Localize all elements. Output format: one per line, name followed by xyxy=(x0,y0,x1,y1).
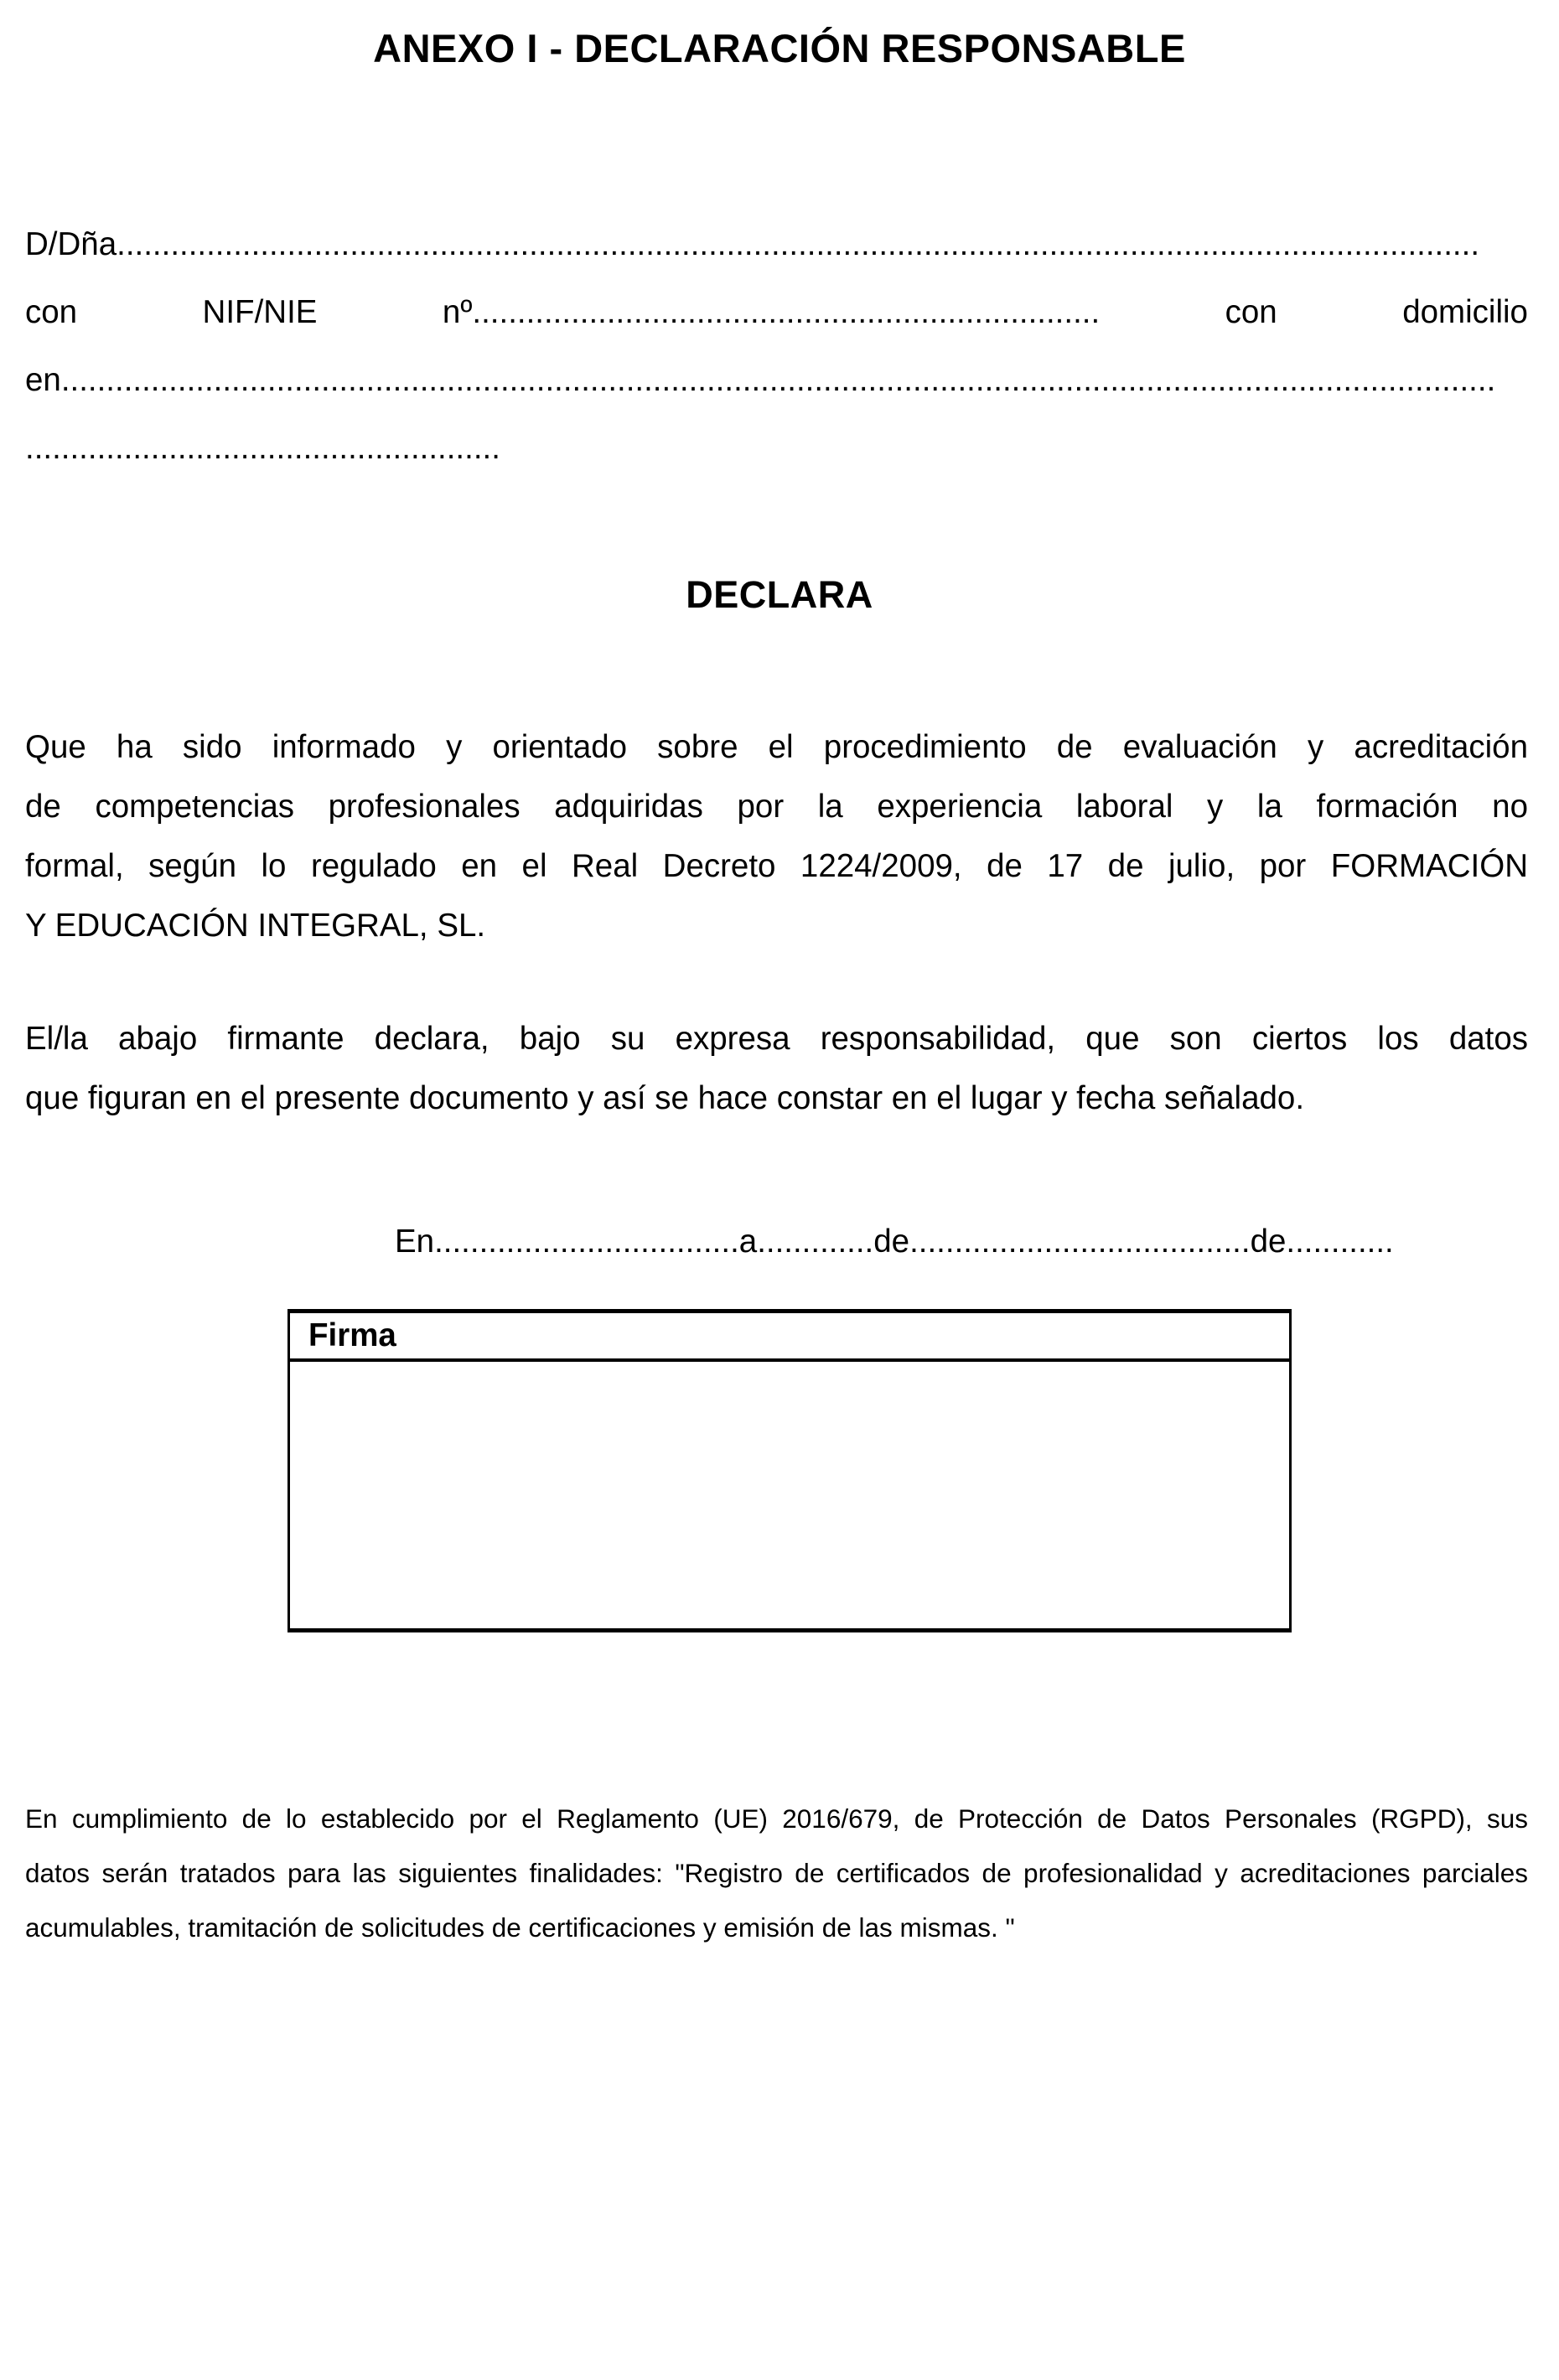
document-title: ANEXO I - DECLARACIÓN RESPONSABLE xyxy=(373,26,1186,70)
address-line xyxy=(25,346,1528,414)
signature-area xyxy=(290,1362,1289,1630)
nif-word-con-2: con xyxy=(1225,294,1277,330)
date-year-dots: ............ xyxy=(1286,1224,1394,1260)
nif-number-prefix: nº xyxy=(442,294,473,330)
declara-heading: DECLARA xyxy=(686,573,873,616)
address-fill-dots-2: ..................................................... xyxy=(25,430,500,466)
nif-line xyxy=(25,278,1528,346)
name-line xyxy=(25,210,1528,278)
date-month-dots: ...................................... xyxy=(909,1224,1251,1260)
date-de-label-2: de xyxy=(1250,1224,1287,1260)
privacy-notice xyxy=(25,1792,1528,1955)
address-label: en xyxy=(25,362,61,398)
privacy-line: En cumplimiento de lo establecido por el Reglamento (UE) 2016/679, de Protección de Datos Personales (RGPD), sus xyxy=(25,1803,1528,1834)
nif-word-con-1: con xyxy=(25,294,78,330)
paragraph-line: Que ha sido informado y orientado sobre el procedimiento de evaluación y acreditación xyxy=(25,729,1528,765)
declaration-paragraph-2 xyxy=(25,1009,1528,1128)
paragraph-line: El/la abajo firmante declara, bajo su expresa responsabilidad, que son ciertos los datos xyxy=(25,1021,1528,1057)
privacy-line: acumulables, tramitación de solicitudes de certificaciones y emisión de las mismas. " xyxy=(25,1912,1015,1943)
paragraph-line: de competencias profesionales adquiridas por la experiencia laboral y la formación no xyxy=(25,789,1528,825)
address-fill-dots: ................................................................................................................................................................ xyxy=(60,362,1496,398)
date-a-label: a xyxy=(738,1224,758,1260)
privacy-line: datos serán tratados para las siguientes finalidades: "Registro de certificados de profesionalidad y acreditaciones parciales xyxy=(25,1858,1528,1888)
paragraph-line: que figuran en el presente documento y así se hace constar en el lugar y fecha señalado. xyxy=(25,1080,1305,1116)
signature-box-header xyxy=(290,1313,1289,1362)
declaration-paragraph-1 xyxy=(25,717,1528,955)
signature-box xyxy=(287,1309,1292,1632)
paragraph-line: Y EDUCACIÓN INTEGRAL, SL. xyxy=(25,908,486,944)
nif-number-dots: ...................................................................... xyxy=(472,294,1101,330)
paragraph-line: formal, según lo regulado en el Real Decreto 1224/2009, de 17 de julio, por FORMACIÓN xyxy=(25,848,1528,884)
date-place-line xyxy=(395,1224,1394,1260)
date-day-dots: ............. xyxy=(757,1224,874,1260)
date-place-dots: .................................. xyxy=(434,1224,739,1260)
nif-number-field xyxy=(443,278,1100,346)
date-en-label: En xyxy=(395,1224,435,1260)
identification-block xyxy=(25,210,1528,482)
name-label: D/Dña xyxy=(25,226,117,262)
nif-word-domicilio: domicilio xyxy=(1402,294,1528,330)
nif-word-nifnie: NIF/NIE xyxy=(202,294,318,330)
address-line-2 xyxy=(25,414,1528,482)
date-de-label-1: de xyxy=(873,1224,910,1260)
name-fill-dots: ........................................................................................................................................................ xyxy=(117,226,1480,262)
firma-label: Firma xyxy=(308,1317,396,1353)
